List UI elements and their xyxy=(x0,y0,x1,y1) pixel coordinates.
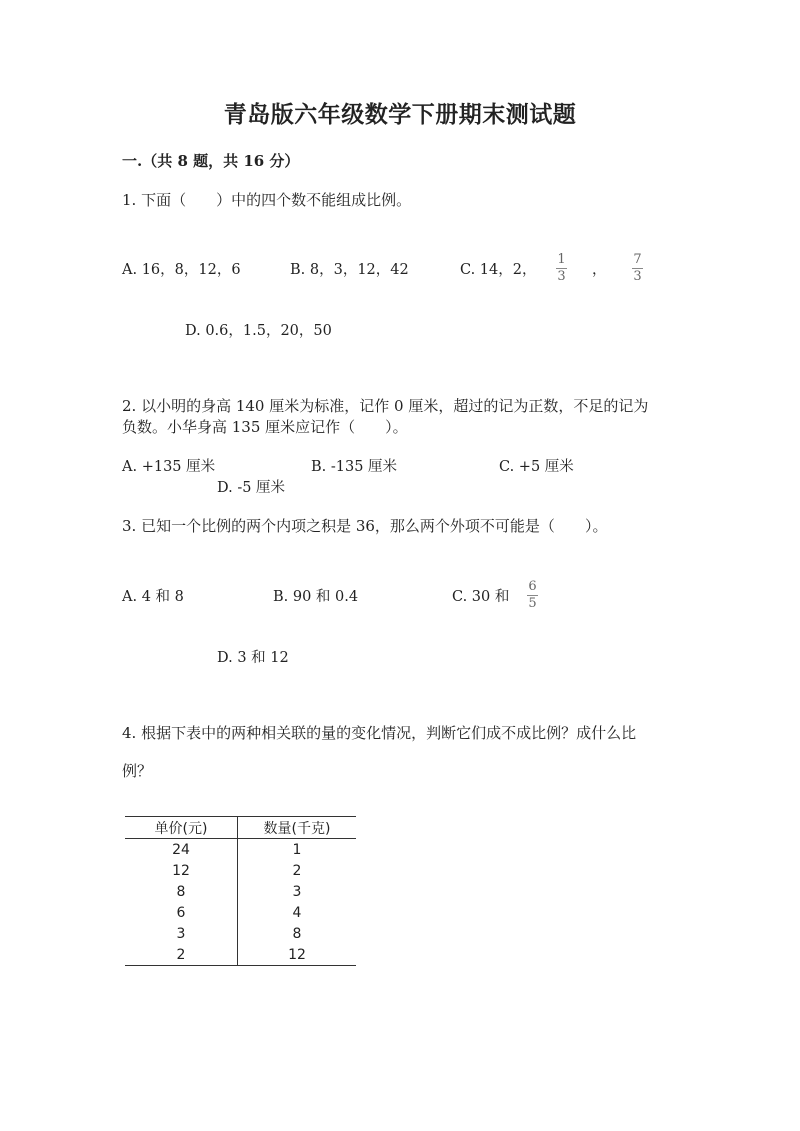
table-row xyxy=(125,839,356,861)
question-3-option-d: D. 3 和 12 xyxy=(217,650,289,666)
table-row xyxy=(125,944,356,966)
fraction-numerator: 7 xyxy=(633,252,642,267)
question-1-option-a: A. 16，8，12，6 xyxy=(122,262,241,278)
table-row xyxy=(125,923,356,944)
table-cell-quantity: 4 xyxy=(292,904,302,921)
table-row xyxy=(125,902,356,923)
column-header-unit-price: 单价(元) xyxy=(125,817,238,839)
question-1-option-d: D. 0.6，1.5，20，50 xyxy=(185,323,332,339)
question-1-fraction-1 xyxy=(556,253,567,284)
page-title: 青岛版六年级数学下册期末测试题 xyxy=(223,101,577,128)
question-2-stem-line-2: 负数。小华身高 135 厘米应记作（ ）。 xyxy=(122,418,408,436)
question-3-option-a: A. 4 和 8 xyxy=(122,589,184,605)
table-cell-price: 3 xyxy=(125,923,238,944)
table-cell-price: 8 xyxy=(125,881,238,902)
table-cell-quantity: 8 xyxy=(292,925,302,942)
table-cell-quantity: 2 xyxy=(292,862,302,879)
section-heading: 一.（共 8 题，共 16 分） xyxy=(122,152,300,170)
question-1-fraction-2 xyxy=(632,253,643,284)
question-3-stem: 3. 已知一个比例的两个内项之积是 36，那么两个外项不可能是（ ）。 xyxy=(122,517,608,535)
table-row xyxy=(125,881,356,902)
question-1-separator: ， xyxy=(592,262,607,278)
price-quantity-table xyxy=(125,816,356,966)
table-cell-price: 24 xyxy=(125,839,238,861)
question-2-option-a: A. +135 厘米 xyxy=(122,459,216,475)
fraction-numerator: 1 xyxy=(557,252,566,267)
fraction-denominator: 3 xyxy=(633,269,642,284)
table-cell-quantity: 3 xyxy=(292,883,302,900)
question-3-option-b: B. 90 和 0.4 xyxy=(273,589,359,605)
table-row xyxy=(125,860,356,881)
table-cell-quantity: 12 xyxy=(238,944,357,966)
question-1-option-c: C. 14，2， xyxy=(460,262,537,278)
question-2-stem-line-1: 2. 以小明的身高 140 厘米为标准，记作 0 厘米，超过的记为正数，不足的记为 xyxy=(122,397,649,415)
question-4-stem-line-2: 例？ xyxy=(122,762,153,780)
question-1-option-b: B. 8，3，12，42 xyxy=(290,262,409,278)
table-cell-price: 12 xyxy=(125,860,238,881)
table-cell-price: 2 xyxy=(125,944,238,966)
question-2-option-b: B. -135 厘米 xyxy=(311,459,398,475)
fraction-numerator: 6 xyxy=(528,579,537,594)
table-header-row xyxy=(125,817,356,839)
question-4-stem-line-1: 4. 根据下表中的两种相关联的量的变化情况，判断它们成不成比例？成什么比 xyxy=(122,724,637,742)
question-1-stem: 1. 下面（ ）中的四个数不能组成比例。 xyxy=(122,191,412,209)
question-2-option-c: C. +5 厘米 xyxy=(499,459,574,475)
fraction-denominator: 5 xyxy=(528,596,537,611)
table-cell-price: 6 xyxy=(125,902,238,923)
question-3-fraction xyxy=(527,580,538,611)
fraction-denominator: 3 xyxy=(557,269,566,284)
column-header-quantity: 数量(千克) xyxy=(238,817,357,839)
question-2-option-d: D. -5 厘米 xyxy=(217,480,286,496)
table-cell-quantity: 1 xyxy=(292,841,302,858)
question-3-option-c: C. 30 和 xyxy=(452,589,510,605)
